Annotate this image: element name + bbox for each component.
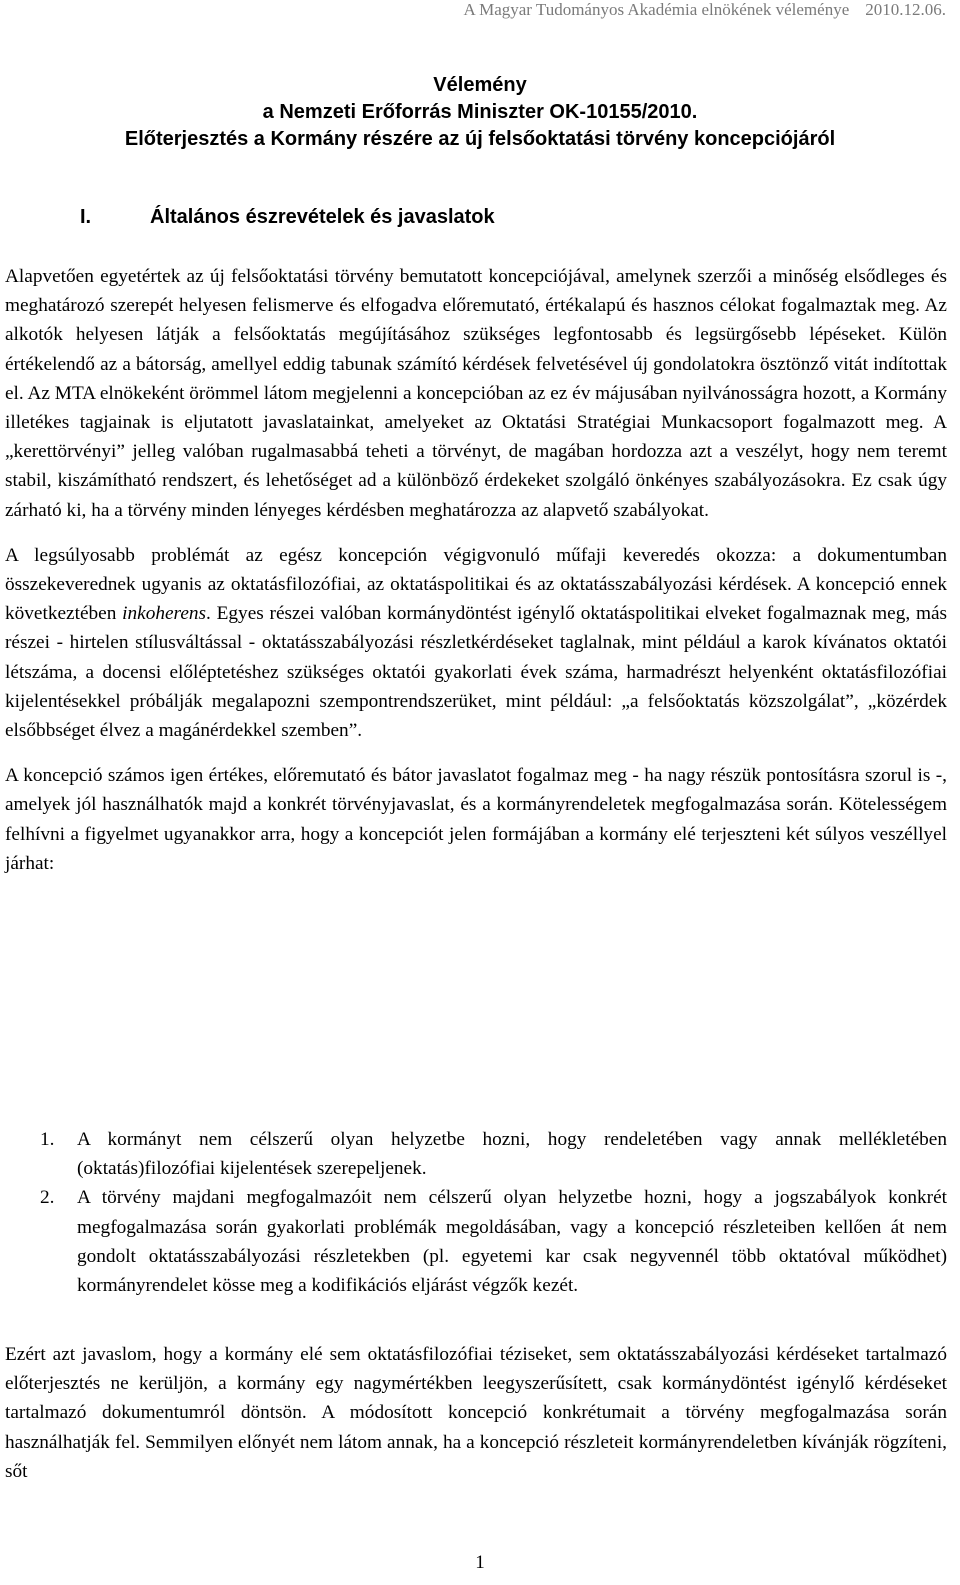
document-title bbox=[0, 72, 960, 153]
running-header bbox=[464, 0, 946, 20]
numbered-list bbox=[0, 1125, 947, 1300]
list-item-marker: 2. bbox=[40, 1187, 55, 1209]
section-title: Általános észrevételek és javaslatok bbox=[150, 206, 495, 228]
paragraph-3: A koncepció számos igen értékes, előremutató és bátor javaslatot fogalmaz meg - ha nagy részük pontosításra szorul is -, amelyek jól használhatók majd a konkrét törvényjavaslat, és a kormányrendeletek megfogalmazása során. Kötelességem felhívni a figyelmet ugyanakkor arra, hogy a koncepciót jelen formájában a kormány elé terjeszteni két súlyos veszéllyel járhat: bbox=[5, 765, 947, 874]
title-line-3: Előterjesztés a Kormány részére az új felsőoktatási törvény koncepciójáról bbox=[124, 128, 836, 150]
list-item-text: A törvény majdani megfogalmazóit nem célszerű olyan helyzetbe hozni, hogy a jogszabályok konkrét megfogalmazása során gyakorlati problémák megoldásában, vagy a koncepció részleteiben kellően át nem gondolt oktatásszabályozási részletekben (pl. egyetemi kar csak negyvennél több oktatóval működhet) kormányrendelet kösse meg a kodifikációs eljárást végzők kezét. bbox=[77, 1187, 947, 1297]
section-number: I. bbox=[80, 206, 92, 228]
title-line-2: a Nemzeti Erőforrás Miniszter OK-10155/2010. bbox=[262, 101, 698, 123]
paragraph-2-part-a: A legsúlyosabb problémát az egész koncepción végigvonuló műfaji keveredés okozza: a dokumentumban összekeverednek ugyanis az oktatásfilozófiai, az oktatáspolitikai és az oktatásszabályozási kérdések. A koncepció ennek következtében bbox=[5, 544, 947, 625]
paragraph-4: Ezért azt javaslom, hogy a kormány elé sem oktatásfilozófiai téziseket, sem oktatásszabályozási kérdéseket tartalmazó előterjesztés ne kerüljön, a kormány egy nagymértékben leegyszerűsített, csak kormánydöntést igénylő kérdéseket tartalmazó dokumentumról döntsön. A módosított koncepció konkrétumait a törvény megfogalmazása során használhatják fel. Semmilyen előnyét nem látom annak, ha a koncepció részleteit kormányrendeletben kívánják rögzíteni, sőt bbox=[5, 1344, 947, 1482]
header-institution: A Magyar Tudományos Akadémia elnökének véleménye bbox=[463, 0, 850, 19]
list-item bbox=[0, 1183, 947, 1300]
list-item-marker: 1. bbox=[40, 1129, 55, 1150]
paragraph-2-part-b: . Egyes részei valóban kormánydöntést igénylő oktatáspolitikai elveket fogalmaznak meg, más részei - hirtelen stílusváltással - oktatásszabályozási részletkérdéseket taglalnak, mint például a karok kívánatos oktatói létszáma, a docensi előléptetéshez szükséges oktatói gyakorlati évek száma, harmadrészt helyenként oktatásfilozófiai kijelentésekkel próbálják megalapozni szempontrendszerüket, mint például: „a felsőoktatás közszolgálat”, „közérdek elsőbbséget élvez a magánérdekkel szemben”. bbox=[5, 603, 948, 742]
title-line-1: Vélemény bbox=[433, 74, 527, 96]
body-main bbox=[5, 262, 947, 894]
section-heading bbox=[80, 206, 495, 229]
header-date: 2010.12.06. bbox=[865, 0, 946, 19]
list-item-text: A kormányt nem célszerű olyan helyzetbe hozni, hogy rendeletében vagy annak mellékletében (oktatás)filozófiai kijelentések szerepeljenek. bbox=[77, 1129, 947, 1180]
paragraph-1: Alapvetően egyetértek az új felsőoktatási törvény bemutatott koncepciójával, amelynek szerzői a minőség elsődleges és meghatározó szerepét helyesen felismerve és elfogadva előremutató, értékalapú és hasznos célokat fogalmaztak meg. Az alkotók helyesen látják a felsőoktatás megújításához szükséges legfontosabb és legsürgősebb lépéseket. Külön értékelendő az a bátorság, amellyel eddig tabunak számító kérdések felvetésével új gondolatokra ösztönző vitát indítottak el. Az MTA elnökeként örömmel látom megjelenni a koncepcióban az ez év májusában nyilvánosságra hozott, a Kormány illetékes tagjainak is eljutatott javaslatainkat, amelyeket az Oktatási Stratégiai Munkacsoport fogalmazott meg. A „kerettörvényi” jelleg valóban rugalmasabbá teheti a törvényt, de magában hordozza azt a veszélyt, hogy nem teremt stabil, kiszámítható rendszert, és lehetőséget ad a különböző érdekeket szolgáló önkényes szabályozásokra. Ez csak úgy zárható ki, ha a törvény minden lényeges kérdésben meghatározza az alapvető szabályokat. bbox=[5, 266, 947, 521]
emphasis-inkoherens: inkoherens bbox=[122, 603, 207, 625]
list-item bbox=[0, 1125, 947, 1183]
paragraph-2 bbox=[5, 541, 947, 745]
page-number: 1 bbox=[475, 1552, 485, 1573]
